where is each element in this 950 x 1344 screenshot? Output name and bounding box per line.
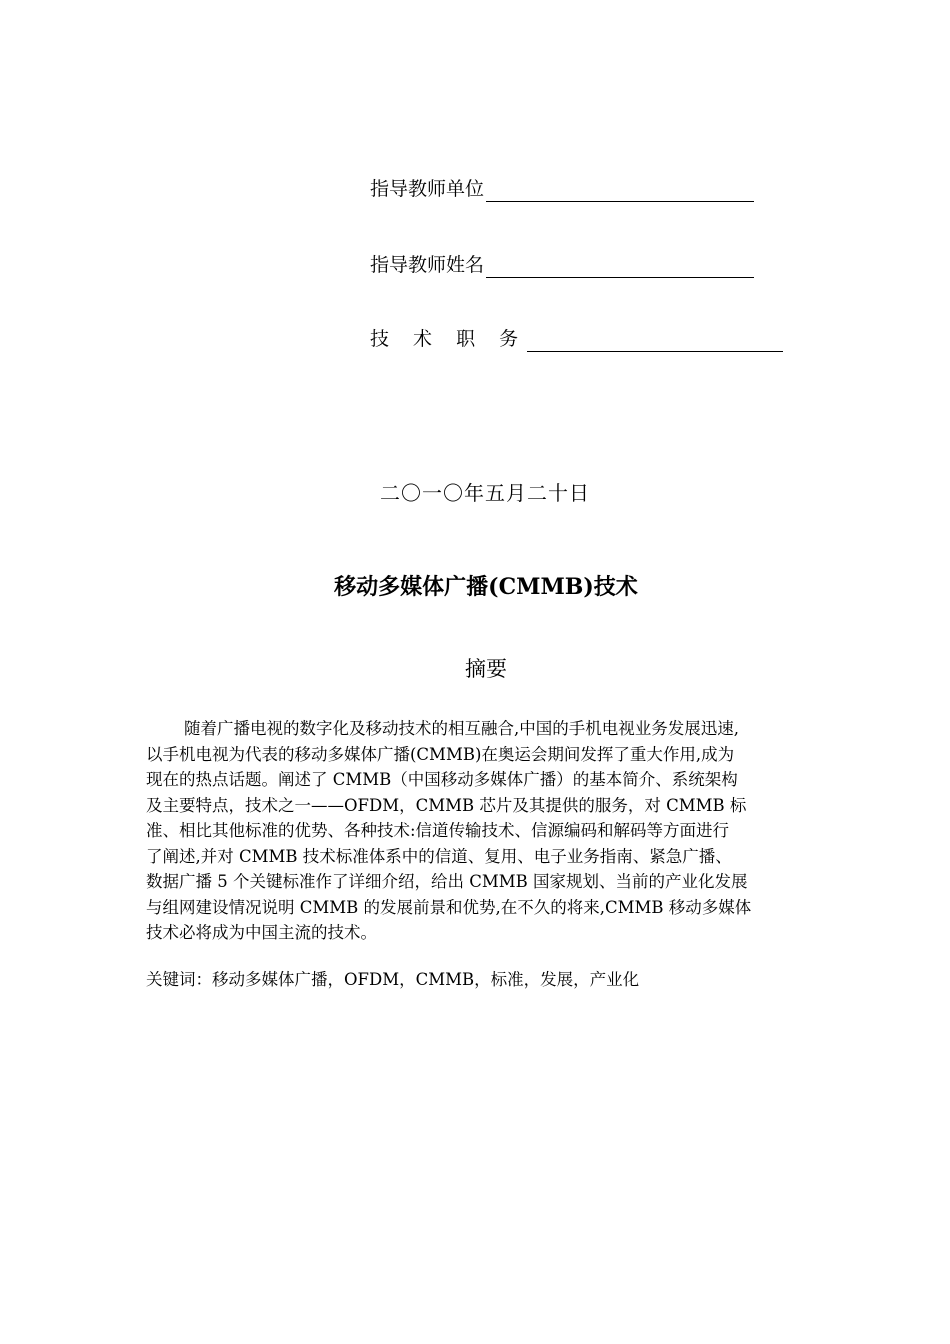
abstract-line: 了阐述,并对 CMMB 技术标准体系中的信道、复用、电子业务指南、紧急广播、 bbox=[146, 846, 732, 866]
abstract-line: 及主要特点，技术之一——OFDM，CMMB 芯片及其提供的服务，对 CMMB 标 bbox=[146, 795, 747, 815]
advisor-unit-field bbox=[370, 176, 754, 202]
advisor-name-label: 指导教师姓名 bbox=[370, 254, 485, 276]
abstract-heading: 摘要 bbox=[465, 657, 507, 681]
advisor-title-field bbox=[370, 326, 783, 352]
advisor-name-blank-line bbox=[486, 255, 754, 278]
keywords-line: 关键词：移动多媒体广播，OFDM，CMMB，标准，发展，产业化 bbox=[146, 970, 640, 989]
advisor-title-blank-line bbox=[527, 329, 783, 352]
advisor-title-label: 技 术 职 务 bbox=[370, 328, 528, 350]
abstract-line: 数据广播 5 个关键标准作了详细介绍，给出 CMMB 国家规划、当前的产业化发展 bbox=[146, 872, 748, 891]
advisor-name-field bbox=[370, 252, 754, 278]
abstract-line: 与组网建设情况说明 CMMB 的发展前景和优势,在不久的将来,CMMB 移动多媒体 bbox=[146, 897, 752, 917]
abstract-line: 现在的热点话题。阐述了 CMMB（中国移动多媒体广播）的基本简介、系统架构 bbox=[146, 770, 738, 789]
abstract-line: 以手机电视为代表的移动多媒体广播(CMMB)在奥运会期间发挥了重大作用,成为 bbox=[146, 744, 735, 764]
abstract-line: 随着广播电视的数字化及移动技术的相互融合,中国的手机电视业务发展迅速, bbox=[184, 719, 739, 738]
document-title: 移动多媒体广播(CMMB)技术 bbox=[334, 574, 638, 600]
advisor-unit-label: 指导教师单位 bbox=[370, 178, 485, 200]
advisor-unit-blank-line bbox=[486, 179, 754, 202]
abstract-line: 技术必将成为中国主流的技术。 bbox=[146, 923, 377, 942]
abstract-line: 准、相比其他标准的优势、各种技术:信道传输技术、信源编码和解码等方面进行 bbox=[146, 821, 730, 840]
abstract-body bbox=[146, 716, 830, 946]
document-date: 二〇一〇年五月二十日 bbox=[380, 481, 590, 505]
